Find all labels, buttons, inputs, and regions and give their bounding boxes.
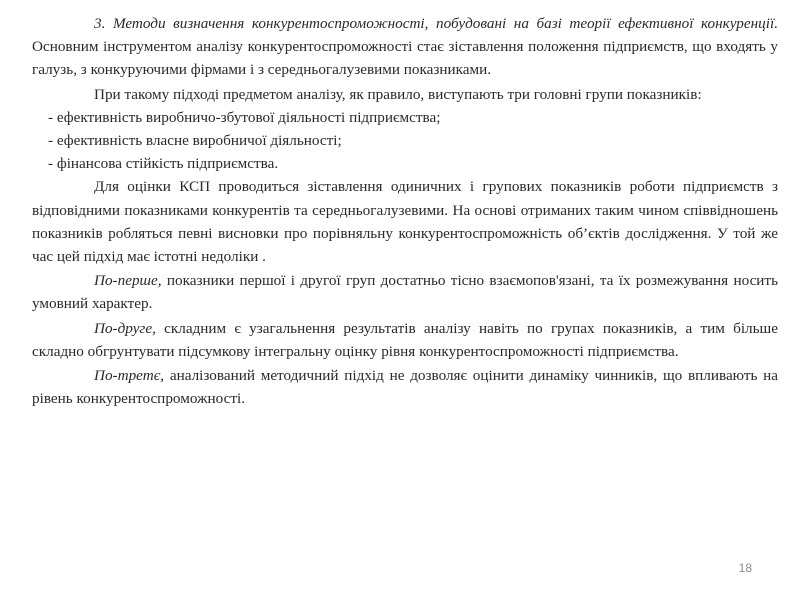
paragraph-method-3 bbox=[32, 12, 778, 82]
paragraph-text: показники першої і другої груп достатньо тісно взаємопов'язані, та їх розмежування носить умовний характер. bbox=[32, 272, 778, 313]
paragraph-text: аналізований методичний підхід не дозволяє оцінити динаміку чинників, що впливають на рівень конкурентоспроможності. bbox=[32, 367, 778, 408]
slide-content bbox=[32, 12, 778, 410]
paragraph-text: складним є узагальнення результатів аналізу навіть по групах показників, а тим більше складно обгрунтувати підсумкову інтегральну оцінку рівня конкурентоспроможності підприємства. bbox=[32, 319, 778, 360]
page-number: 18 bbox=[738, 561, 752, 575]
list-item: - фінансова стійкість підприємства. bbox=[48, 155, 279, 173]
paragraph-second-drawback bbox=[32, 317, 778, 363]
paragraph-first-drawback bbox=[32, 269, 778, 315]
paragraph-text: Основним інструментом аналізу конкурентоспроможності стає зіставлення положення підприємств, що входять у галузь, з конкуруючими фірмами і з середньогалузевими показниками. bbox=[32, 38, 778, 79]
paragraph-third-drawback bbox=[32, 364, 778, 410]
drawback-label-italic: По-друге, bbox=[94, 319, 156, 337]
paragraph-ksp-assessment: Для оцінки КСП проводиться зіставлення одиничних і групових показників роботи підприємств з відповідними показниками конкурентів та середньогалузевими. На основі отриманих таким чином співвідношень показників робляться певні висновки про порівняльну конкурентоспроможність об’єктів дослідження. У той же час цей підхід має істотні недоліки . bbox=[32, 178, 778, 266]
list-item: - ефективність виробничо-збутової діяльності підприємства; bbox=[48, 108, 441, 126]
drawback-label-italic: По-третє, bbox=[94, 367, 165, 385]
list-item: - ефективність власне виробничої діяльності; bbox=[48, 132, 342, 150]
paragraph-groups-intro: При такому підході предметом аналізу, як правило, виступають три головні групи показників: bbox=[94, 85, 702, 103]
paragraph-heading-italic: 3. Методи визначення конкурентоспроможності, побудовані на базі теорії ефективної конкуренції. bbox=[94, 15, 778, 32]
drawback-label-italic: По-перше, bbox=[94, 272, 162, 290]
